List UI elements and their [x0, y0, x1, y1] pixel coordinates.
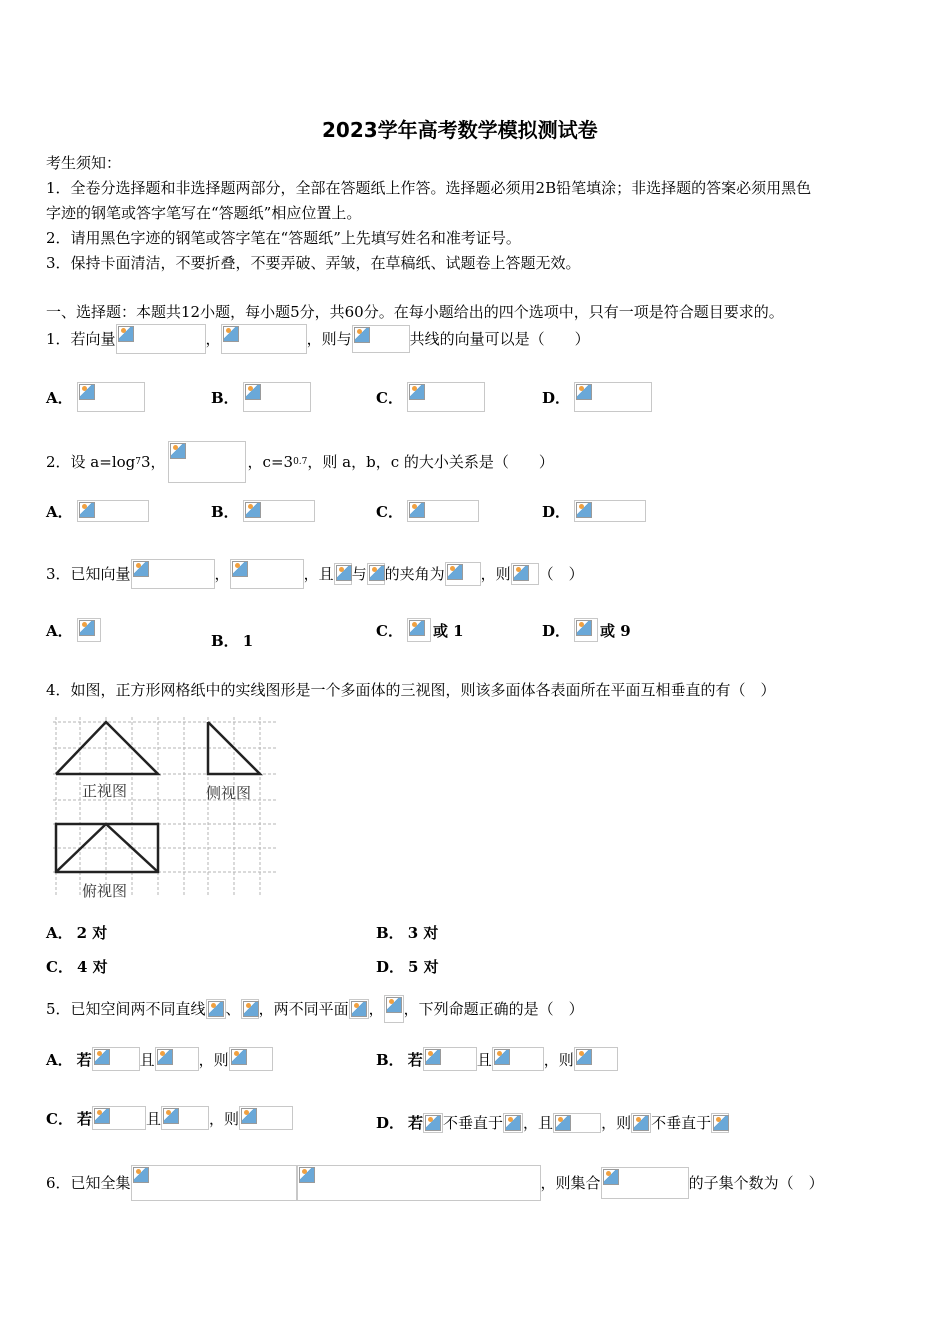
front-view-triangle [56, 722, 158, 774]
q2-option-c[interactable] [376, 500, 479, 522]
formula-image-icon [407, 618, 431, 642]
formula-image-icon [297, 1165, 541, 1201]
q2-option-d[interactable] [542, 500, 646, 522]
formula-image-icon [367, 563, 385, 585]
q1-option-b[interactable] [211, 382, 311, 412]
q4-option-c[interactable] [46, 956, 108, 977]
q5-option-b[interactable] [376, 1047, 618, 1071]
formula-image-icon [239, 1106, 293, 1130]
q3-option-a[interactable] [46, 618, 101, 642]
option-label: D． [376, 1114, 405, 1132]
question-5 [46, 995, 584, 1023]
option-label: C． [376, 621, 403, 640]
top-view-label: 俯视图 [82, 882, 128, 900]
formula-image-icon [574, 1047, 618, 1071]
option-label: C． [376, 388, 403, 407]
formula-image-icon [77, 618, 101, 642]
q5-text-ruo: 若 [76, 1109, 92, 1128]
option-label: A． [46, 502, 73, 521]
q1-text-1: 1．若向量 [46, 330, 116, 348]
q5-text-ze: ，则 [208, 1109, 239, 1128]
option-label: A． [46, 1050, 73, 1069]
question-6 [46, 1165, 824, 1201]
q2-text-3: ，c=3 [247, 453, 294, 471]
q3-text-2: ， [214, 565, 230, 583]
q5-text-1: 5．已知空间两不同直线 [46, 1000, 206, 1018]
section-heading: 一、选择题：本题共12小题，每小题5分，共60分。在每小题给出的四个选项中，只有一项是符合题目要求的。 [46, 303, 784, 321]
formula-image-icon [492, 1047, 544, 1071]
q4-option-b-text: 3 对 [407, 924, 439, 942]
formula-image-icon [511, 563, 539, 585]
formula-image-icon [92, 1106, 146, 1130]
q4-option-a-text: 2 对 [76, 924, 108, 942]
formula-image-icon [574, 618, 598, 642]
formula-image-icon [407, 500, 479, 522]
notice-heading: 考生须知： [46, 154, 122, 172]
formula-image-icon [92, 1047, 140, 1071]
q5-text-ruo: 若 [76, 1050, 92, 1069]
q2-text-2: 3， [141, 453, 166, 471]
q3-option-d[interactable] [542, 618, 631, 642]
q3-text-6: ，则 [480, 565, 511, 583]
option-label: A． [46, 388, 73, 407]
q3-text-7: （ ） [538, 565, 584, 583]
q3-option-c-text: 或 1 [432, 621, 464, 640]
formula-image-icon [155, 1047, 199, 1071]
formula-image-icon [229, 1047, 273, 1071]
side-view-label: 侧视图 [206, 784, 252, 802]
formula-image-icon [503, 1113, 523, 1133]
page-title: 2023学年高考数学模拟测试卷 [322, 118, 598, 142]
question-3 [46, 559, 584, 589]
q4-option-b[interactable] [376, 922, 438, 943]
option-label: C． [46, 1109, 73, 1128]
option-label: B． [211, 502, 239, 521]
q1-text-3: ，则与 [306, 330, 352, 348]
formula-image-icon [423, 1047, 477, 1071]
q5-text-3: ，两不同平面 [258, 1000, 349, 1018]
formula-image-icon [241, 999, 259, 1019]
formula-image-icon [423, 1113, 443, 1133]
option-label: B． [376, 924, 404, 942]
q5-text-ze: ，则 [601, 1114, 632, 1132]
option-label: D． [376, 958, 405, 976]
q4-option-d-text: 5 对 [408, 958, 439, 976]
q3-option-b-text: 1 [242, 631, 254, 650]
q5-text-ze: ，则 [198, 1050, 229, 1069]
formula-image-icon [553, 1113, 601, 1133]
q3-text-1: 3．已知向量 [46, 565, 131, 583]
q5-text-buchui: 不垂直于 [651, 1114, 712, 1132]
formula-image-icon [131, 1165, 297, 1201]
formula-image-icon [206, 999, 226, 1019]
front-view-label: 正视图 [82, 782, 128, 800]
formula-image-icon [77, 382, 145, 412]
formula-image-icon [230, 559, 304, 589]
option-label: B． [376, 1050, 404, 1069]
q6-text-2: ，则集合 [540, 1174, 601, 1192]
q1-option-a[interactable] [46, 382, 145, 412]
q5-text-qie2: ，且 [523, 1114, 554, 1132]
notice-item-2: 2．请用黑色字迹的钢笔或答字笔在“答题纸”上先填写姓名和准考证号。 [46, 229, 521, 247]
top-view-rect [56, 824, 158, 872]
q2-text-4: ，则 a，b，c 的大小关系是（ ） [307, 453, 554, 471]
formula-image-icon [711, 1113, 729, 1133]
option-label: D． [542, 621, 571, 640]
formula-image-icon [221, 324, 307, 354]
formula-image-icon [77, 500, 149, 522]
question-1 [46, 324, 590, 354]
q1-option-c[interactable] [376, 382, 485, 412]
q1-option-d[interactable] [542, 382, 652, 412]
formula-image-icon [131, 559, 215, 589]
formula-image-icon [168, 441, 246, 483]
q6-text-3: 的子集个数为（ ） [688, 1174, 824, 1192]
q5-text-qie: 且 [139, 1050, 155, 1069]
three-view-figure [48, 712, 288, 902]
formula-image-icon [574, 500, 646, 522]
q4-option-d[interactable] [376, 956, 439, 977]
option-label: D． [542, 502, 571, 521]
q3-text-3: ，且 [303, 565, 334, 583]
formula-image-icon [334, 563, 352, 585]
q5-text-qie: 且 [145, 1109, 161, 1128]
q5-text-qie: 且 [476, 1050, 492, 1069]
formula-image-icon [243, 382, 311, 412]
formula-image-icon [407, 382, 485, 412]
q4-option-c-text: 4 对 [76, 958, 108, 976]
option-label: B． [211, 388, 239, 407]
question-2 [46, 441, 554, 483]
formula-image-icon [243, 500, 315, 522]
q5-option-a[interactable] [46, 1047, 273, 1071]
q2-option-a[interactable] [46, 500, 149, 522]
q3-option-c[interactable] [376, 618, 464, 642]
question-4: 4．如图，正方形网格纸中的实线图形是一个多面体的三视图，则该多面体各表面所在平面互相垂直的有（ ） [46, 681, 776, 699]
notice-item-1-cont: 字迹的钢笔或答字笔写在“答题纸”相应位置上。 [46, 204, 362, 222]
formula-image-icon [161, 1106, 209, 1130]
q1-text-4: 共线的向量可以是（ ） [409, 330, 590, 348]
q3-option-d-text: 或 9 [600, 621, 631, 640]
option-label: A． [46, 621, 73, 640]
q5-text-5: ，下列命题正确的是（ ） [403, 1000, 584, 1018]
q1-text-2: ， [205, 330, 221, 348]
q5-text-ze: ，则 [543, 1050, 574, 1069]
option-label: C． [376, 502, 403, 521]
q3-text-5: 的夹角为 [384, 565, 445, 583]
q5-option-c[interactable] [46, 1106, 293, 1130]
formula-image-icon [574, 382, 652, 412]
formula-image-icon [352, 325, 410, 353]
q2-text-1: 2．设 a=log [46, 453, 136, 471]
q3-text-4: 与 [351, 565, 367, 583]
grid-lines [53, 717, 278, 897]
q5-text-ruo: 若 [408, 1114, 424, 1132]
formula-image-icon [349, 999, 369, 1019]
q2-option-b[interactable] [211, 500, 315, 522]
q3-option-b[interactable] [211, 630, 253, 651]
q2-superscript: 0.7 [293, 457, 308, 467]
option-label: C． [46, 958, 73, 976]
notice-item-3: 3．保持卡面清洁，不要折叠，不要弄破、弄皱，在草稿纸、试题卷上答题无效。 [46, 254, 581, 272]
formula-image-icon [384, 995, 404, 1023]
q4-option-a[interactable] [46, 922, 107, 943]
q5-text-4: ， [368, 1000, 384, 1018]
notice-item-1: 1．全卷分选择题和非选择题两部分，全部在答题纸上作答。选择题必须用2B铅笔填涂；非选择题的答案必须用黑色 [46, 179, 812, 197]
formula-image-icon [116, 324, 206, 354]
q5-text-buchui: 不垂直于 [443, 1114, 504, 1132]
q5-option-d[interactable] [376, 1112, 729, 1133]
formula-image-icon [601, 1167, 689, 1199]
q2-subscript: 7 [135, 457, 141, 467]
option-label: B． [211, 632, 239, 650]
formula-image-icon [631, 1113, 651, 1133]
option-label: A． [46, 924, 73, 942]
q6-text-1: 6．已知全集 [46, 1174, 131, 1192]
q5-text-2: 、 [225, 1000, 241, 1018]
formula-image-icon [445, 562, 481, 586]
q5-text-ruo: 若 [407, 1050, 423, 1069]
option-label: D． [542, 388, 571, 407]
